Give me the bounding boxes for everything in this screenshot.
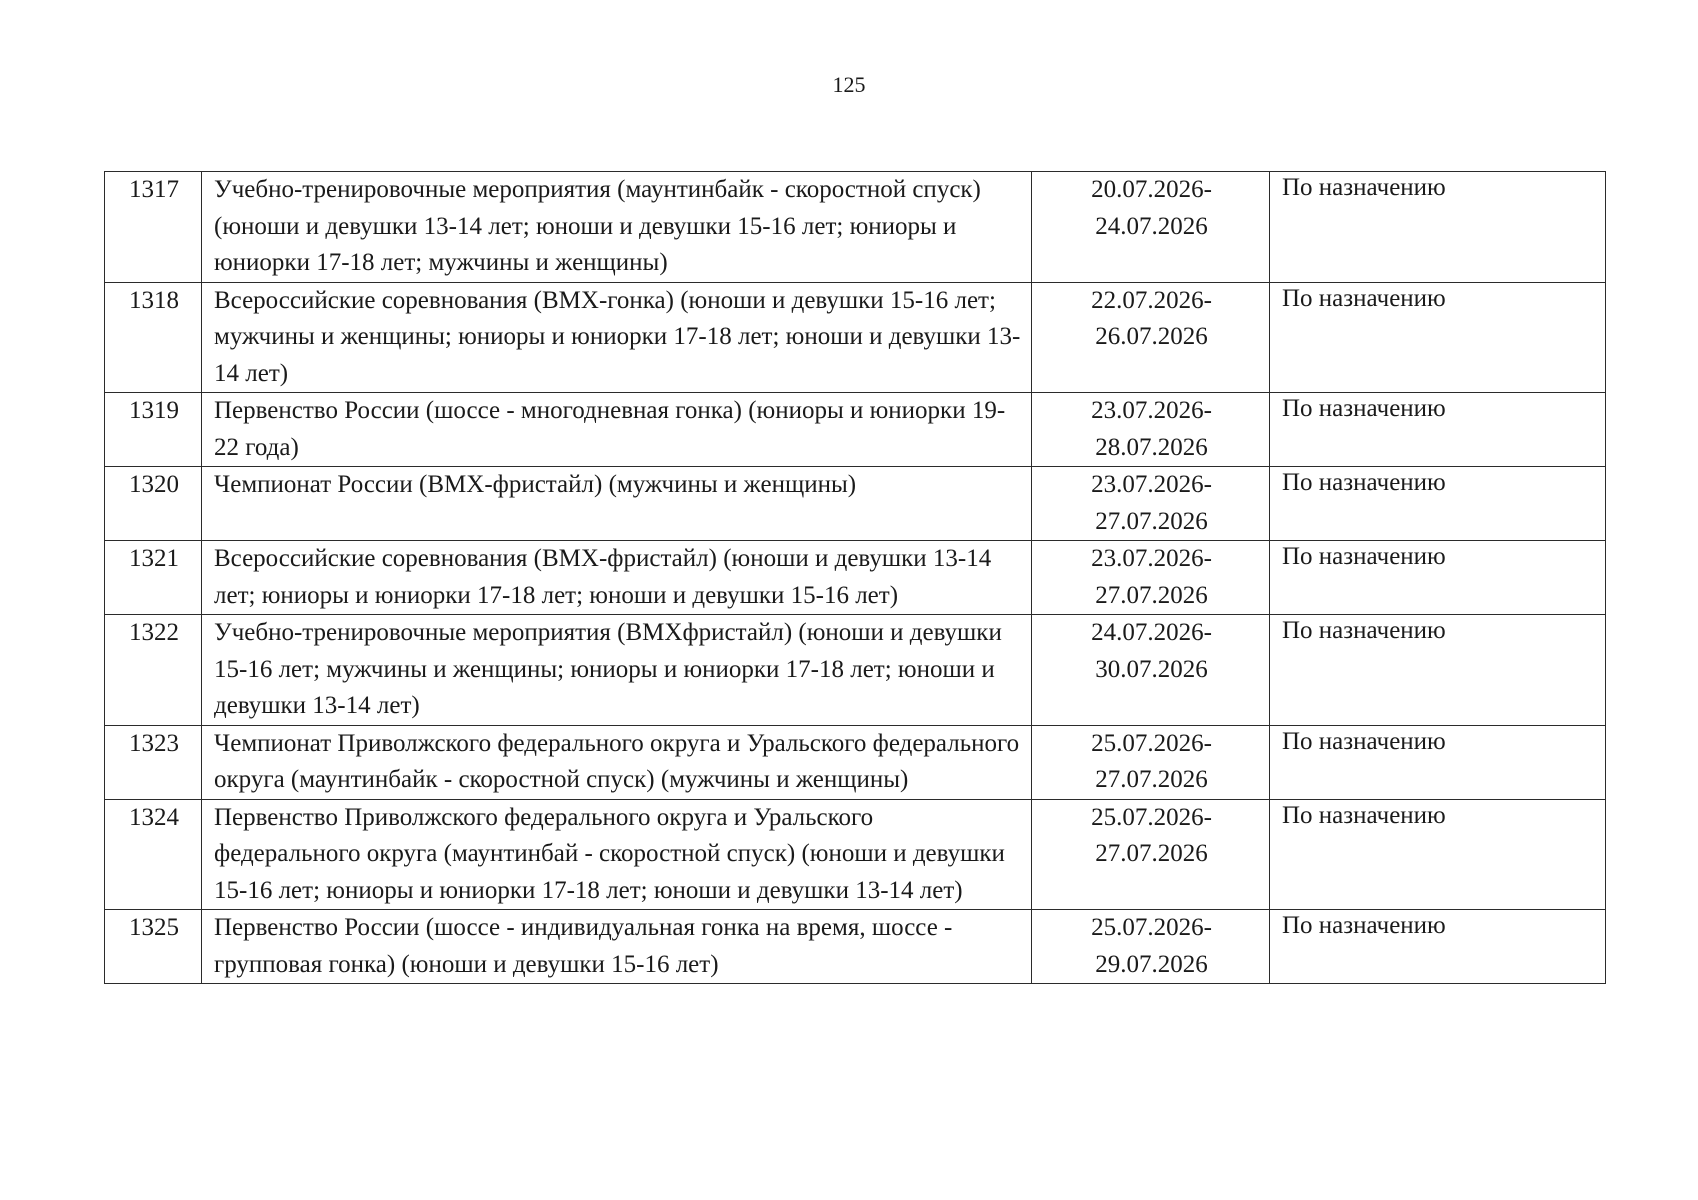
event-dates [1032, 172, 1270, 283]
date-end: 24.07.2026 [1095, 212, 1208, 240]
date-end: 27.07.2026 [1095, 507, 1208, 535]
date-start: 20.07.2026- [1091, 176, 1212, 203]
event-name: Учебно-тренировочные мероприятия (маунтинбайк - скоростной спуск) (юноши и девушки 13-14 лет; юноши и девушки 15-16 лет; юниоры и юниорки 17-18 лет; мужчины и женщины) [202, 172, 1032, 283]
event-name: Чемпионат России (BMX-фристайл) (мужчины и женщины) [202, 467, 1032, 541]
date-end: 27.07.2026 [1095, 766, 1208, 793]
row-number: 1317 [105, 172, 202, 283]
event-name: Чемпионат Приволжского федерального округа и Уральского федерального округа (маунтинбайк - скоростной спуск) (мужчины и женщины) [202, 725, 1032, 799]
event-name: Первенство России (шоссе - многодневная гонка) (юниоры и юниорки 19-22 года) [202, 393, 1032, 467]
event-dates [1032, 393, 1270, 467]
event-place: По назначению [1270, 910, 1606, 984]
date-end: 27.07.2026 [1095, 840, 1208, 867]
event-dates [1032, 725, 1270, 799]
row-number: 1321 [105, 541, 202, 615]
date-start: 22.07.2026- [1091, 286, 1212, 314]
table-row [105, 282, 1606, 393]
event-place: По назначению [1270, 172, 1606, 283]
row-number: 1323 [105, 725, 202, 799]
table-row [105, 172, 1606, 283]
row-number: 1322 [105, 615, 202, 726]
table-row [105, 467, 1606, 541]
row-number: 1320 [105, 467, 202, 541]
event-dates [1032, 282, 1270, 393]
date-end: 27.07.2026 [1095, 581, 1208, 609]
event-place: По назначению [1270, 467, 1606, 541]
event-name: Всероссийские соревнования (BMX-фристайл) (юноши и девушки 13-14 лет; юниоры и юниорки 17-18 лет; юноши и девушки 15-16 лет) [202, 541, 1032, 615]
table-row [105, 393, 1606, 467]
event-dates [1032, 467, 1270, 541]
event-name: Учебно-тренировочные мероприятия (BMXфристайл) (юноши и девушки 15-16 лет; мужчины и женщины; юниоры и юниорки 17-18 лет; юноши и девушки 13-14 лет) [202, 615, 1032, 726]
event-name: Всероссийские соревнования (BMX-гонка) (юноши и девушки 15-16 лет; мужчины и женщины; юниоры и юниорки 17-18 лет; юноши и девушки 13-14 лет) [202, 282, 1032, 393]
table-row [105, 725, 1606, 799]
event-dates [1032, 615, 1270, 726]
event-place: По назначению [1270, 615, 1606, 726]
table-row [105, 541, 1606, 615]
event-dates [1032, 799, 1270, 910]
date-start: 23.07.2026- [1091, 397, 1212, 424]
table-row [105, 910, 1606, 984]
event-place: По назначению [1270, 799, 1606, 910]
event-dates [1032, 910, 1270, 984]
event-name: Первенство России (шоссе - индивидуальная гонка на время, шоссе - групповая гонка) (юноши и девушки 15-16 лет) [202, 910, 1032, 984]
event-place: По назначению [1270, 725, 1606, 799]
row-number: 1325 [105, 910, 202, 984]
date-start: 25.07.2026- [1091, 914, 1212, 941]
date-end: 26.07.2026 [1095, 323, 1208, 350]
date-end: 29.07.2026 [1095, 950, 1208, 978]
date-start: 24.07.2026- [1091, 619, 1212, 646]
row-number: 1318 [105, 282, 202, 393]
events-table [104, 171, 1606, 984]
date-end: 28.07.2026 [1095, 433, 1208, 461]
event-place: По назначению [1270, 541, 1606, 615]
date-start: 23.07.2026- [1091, 471, 1212, 498]
event-name: Первенство Приволжского федерального округа и Уральского федерального округа (маунтинбай - скоростной спуск) (юноши и девушки 15-16 лет; юниоры и юниорки 17-18 лет; юноши и девушки 13-14 лет) [202, 799, 1032, 910]
event-place: По назначению [1270, 282, 1606, 393]
date-start: 23.07.2026- [1091, 545, 1212, 572]
table-row [105, 615, 1606, 726]
event-dates [1032, 541, 1270, 615]
date-start: 25.07.2026- [1091, 729, 1212, 757]
event-place: По назначению [1270, 393, 1606, 467]
date-start: 25.07.2026- [1091, 803, 1212, 831]
row-number: 1319 [105, 393, 202, 467]
row-number: 1324 [105, 799, 202, 910]
date-end: 30.07.2026 [1095, 655, 1208, 683]
table-row [105, 799, 1606, 910]
page-number: 125 [832, 72, 866, 97]
